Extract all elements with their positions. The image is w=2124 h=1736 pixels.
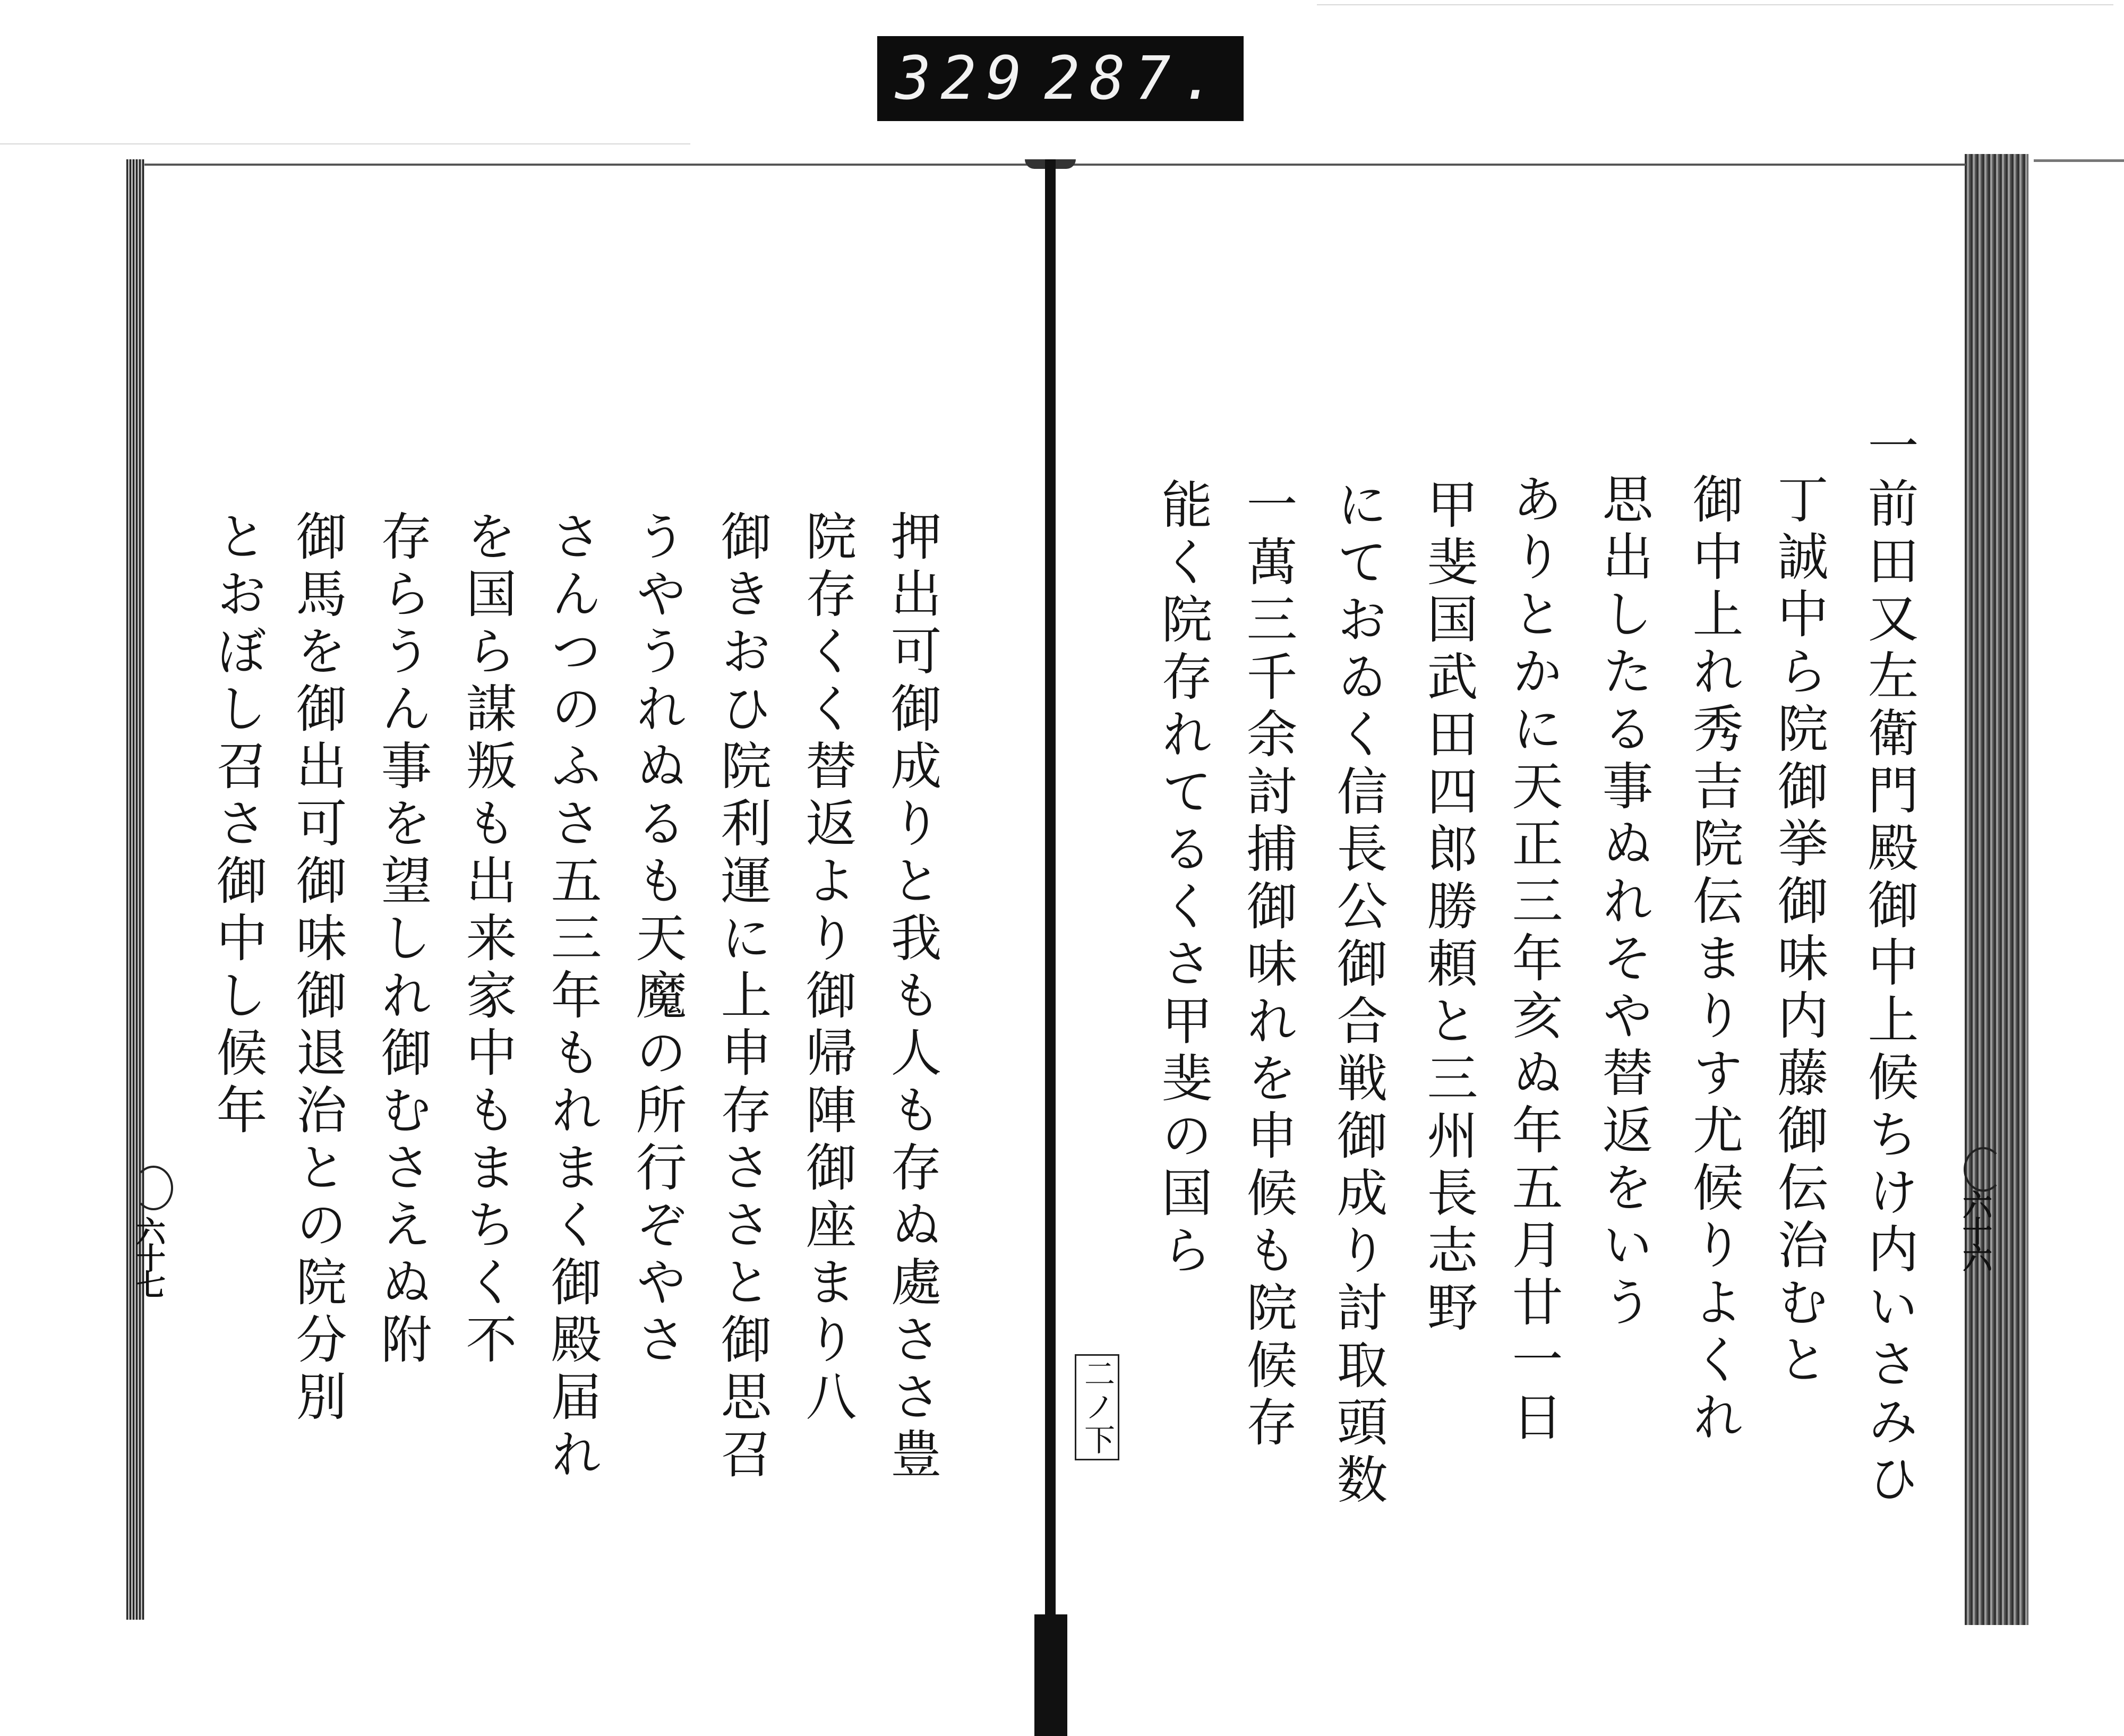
left-page-edge <box>126 159 144 1620</box>
right-page-column-1: 一前田又左衛門殿御中上候ちけ内いさみひ <box>1860 420 1919 1509</box>
right-page-column-5: ありとかに天正三年亥ぬ年五月廿一日 <box>1504 473 1563 1448</box>
left-page-column-9: とおぼし召さ御中し候年 <box>208 510 268 1141</box>
right-page-column-2: 丁誠中ら院御挙御味内藤御伝治むと <box>1769 473 1829 1390</box>
scan-noise-line <box>0 143 690 144</box>
section-mark: 二ノ下 <box>1075 1354 1119 1460</box>
right-page-column-6: 甲斐国武田四郎勝頼と三州長志野 <box>1419 478 1478 1338</box>
right-page-column-7: にておゐく信長公御合戦御成り討取頭数 <box>1329 478 1388 1510</box>
scan-noise-line <box>1317 4 2113 5</box>
right-folio-number: 六十六 <box>1958 1190 1993 1269</box>
right-page-edge <box>1965 154 2028 1625</box>
scan-noise-line <box>2034 159 2124 162</box>
left-page-column-8: 御馬を御出可御味御退治との院分別 <box>288 510 347 1427</box>
left-page-column-1: 押出可御成りと我も人も存ぬ處ささ豊 <box>883 510 942 1485</box>
right-page-column-3: 御中上れ秀吉院伝まりす尤候りよくれ <box>1684 473 1744 1448</box>
frame-counter-left: 329 <box>895 44 1032 113</box>
right-hinge-circle <box>1964 1147 2003 1192</box>
left-page-column-4: うやうれぬるも天魔の所行ぞやさ <box>628 510 687 1370</box>
spine-foot <box>1034 1614 1067 1736</box>
left-page-column-3: 御きおひ院利運に上申存ささと御思召 <box>713 510 772 1485</box>
left-page-column-2: 院存くく替返より御帰陣御座まり八 <box>798 510 857 1427</box>
right-page-column-4: 思出したる事ぬれそや替返をいう <box>1594 473 1654 1333</box>
left-page-column-6: を国ら謀叛も出来家中もまちく不 <box>458 510 517 1370</box>
book-spine <box>1045 159 1056 1646</box>
left-folio-number: 六十七 <box>131 1216 166 1296</box>
frame-counter <box>877 36 1244 121</box>
left-hinge-circle <box>134 1166 173 1210</box>
left-page-column-5: さんつのふさ五三年もれまく御殿届れ <box>543 510 602 1485</box>
right-page-column-8: 一萬三千余討捕御味れを申候も院候存 <box>1238 478 1298 1453</box>
frame-counter-right: 287. <box>1044 44 1226 113</box>
right-page-column-9: 能く院存れてるくさ甲斐の国ら <box>1153 478 1213 1281</box>
left-page-column-7: 存らうん事を望しれ御むさえぬ附 <box>373 510 432 1370</box>
